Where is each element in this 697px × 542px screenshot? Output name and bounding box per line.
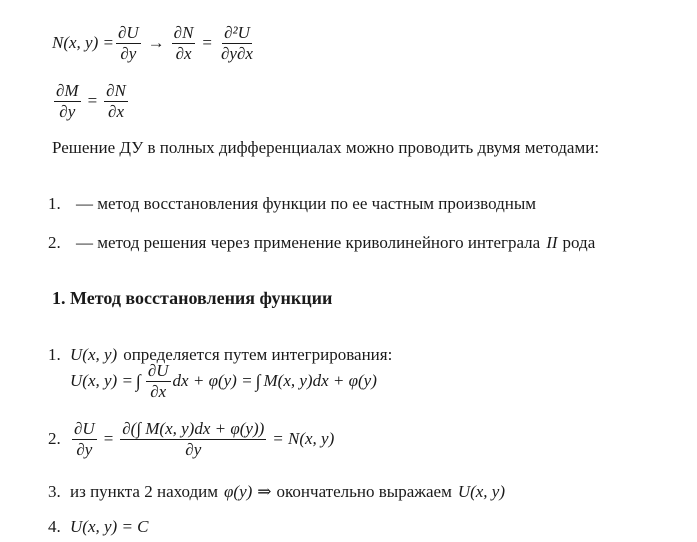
equals-sign: =	[202, 33, 213, 53]
section-heading: 1. Метод восстановления функции	[52, 288, 333, 308]
fraction-partial-integral: $\frac{\partial(\int M(x, y)dx + \varphi(y))}{\partial y}$	[122, 419, 265, 459]
fraction-dm-dy: $\frac{\partial M}{\partial y}$	[56, 81, 79, 121]
implies-arrow: ⇒	[257, 482, 272, 501]
formula-exactness-condition	[52, 82, 130, 121]
fraction-dn-dx: $\frac{\partial N}{\partial x}$	[173, 23, 194, 63]
step-3: 3. из пункта 2 находим φ(y) ⇒ окончательно выражаем U(x, y)	[48, 482, 506, 501]
step-2: 2. $\frac{\partial U}{\partial y}$ = $\frac{\partial(\int M(x, y)dx + \varphi(y))}{\partial y}$ = N(x, y)	[48, 419, 335, 459]
formula-lhs: N(x, y) =	[52, 33, 114, 53]
step-1-formula: U(x, y) = ∫ $\frac{\partial U}{\partial x}$ dx + φ(y) = ∫ M(x, y)dx + φ(y)	[70, 361, 377, 401]
formula-partial-u-relation	[52, 24, 257, 63]
step-4: 4. U(x, y) = C	[48, 517, 149, 536]
fraction-du-dy: $\frac{\partial U}{\partial y}$	[117, 23, 139, 63]
list-item: 1. — метод восстановления функции по ее частным производным	[48, 194, 537, 213]
equals-sign: =	[87, 91, 98, 111]
fraction-du-dy: $\frac{\partial U}{\partial y}$	[74, 419, 95, 459]
fraction-d2u-dydx: $\frac{\text{∂²U}}{\partial y\partial x}$	[221, 23, 253, 63]
arrow-symbol: →	[147, 33, 165, 53]
integral-symbol: ∫	[255, 370, 261, 391]
integral-symbol: ∫	[135, 370, 141, 391]
intro-paragraph: Решение ДУ в полных дифференциалах можно проводить двумя методами:	[52, 138, 600, 157]
fraction-dn-dx: $\frac{\partial N}{\partial x}$	[106, 81, 126, 121]
fraction-du-dx: $\frac{\partial U}{\partial x}$	[147, 361, 169, 401]
list-item: 2. — метод решения через применение криволинейного интеграла II рода	[48, 233, 596, 252]
step-1: 1. U(x, y) определяется путем интегрирования:	[48, 345, 393, 364]
